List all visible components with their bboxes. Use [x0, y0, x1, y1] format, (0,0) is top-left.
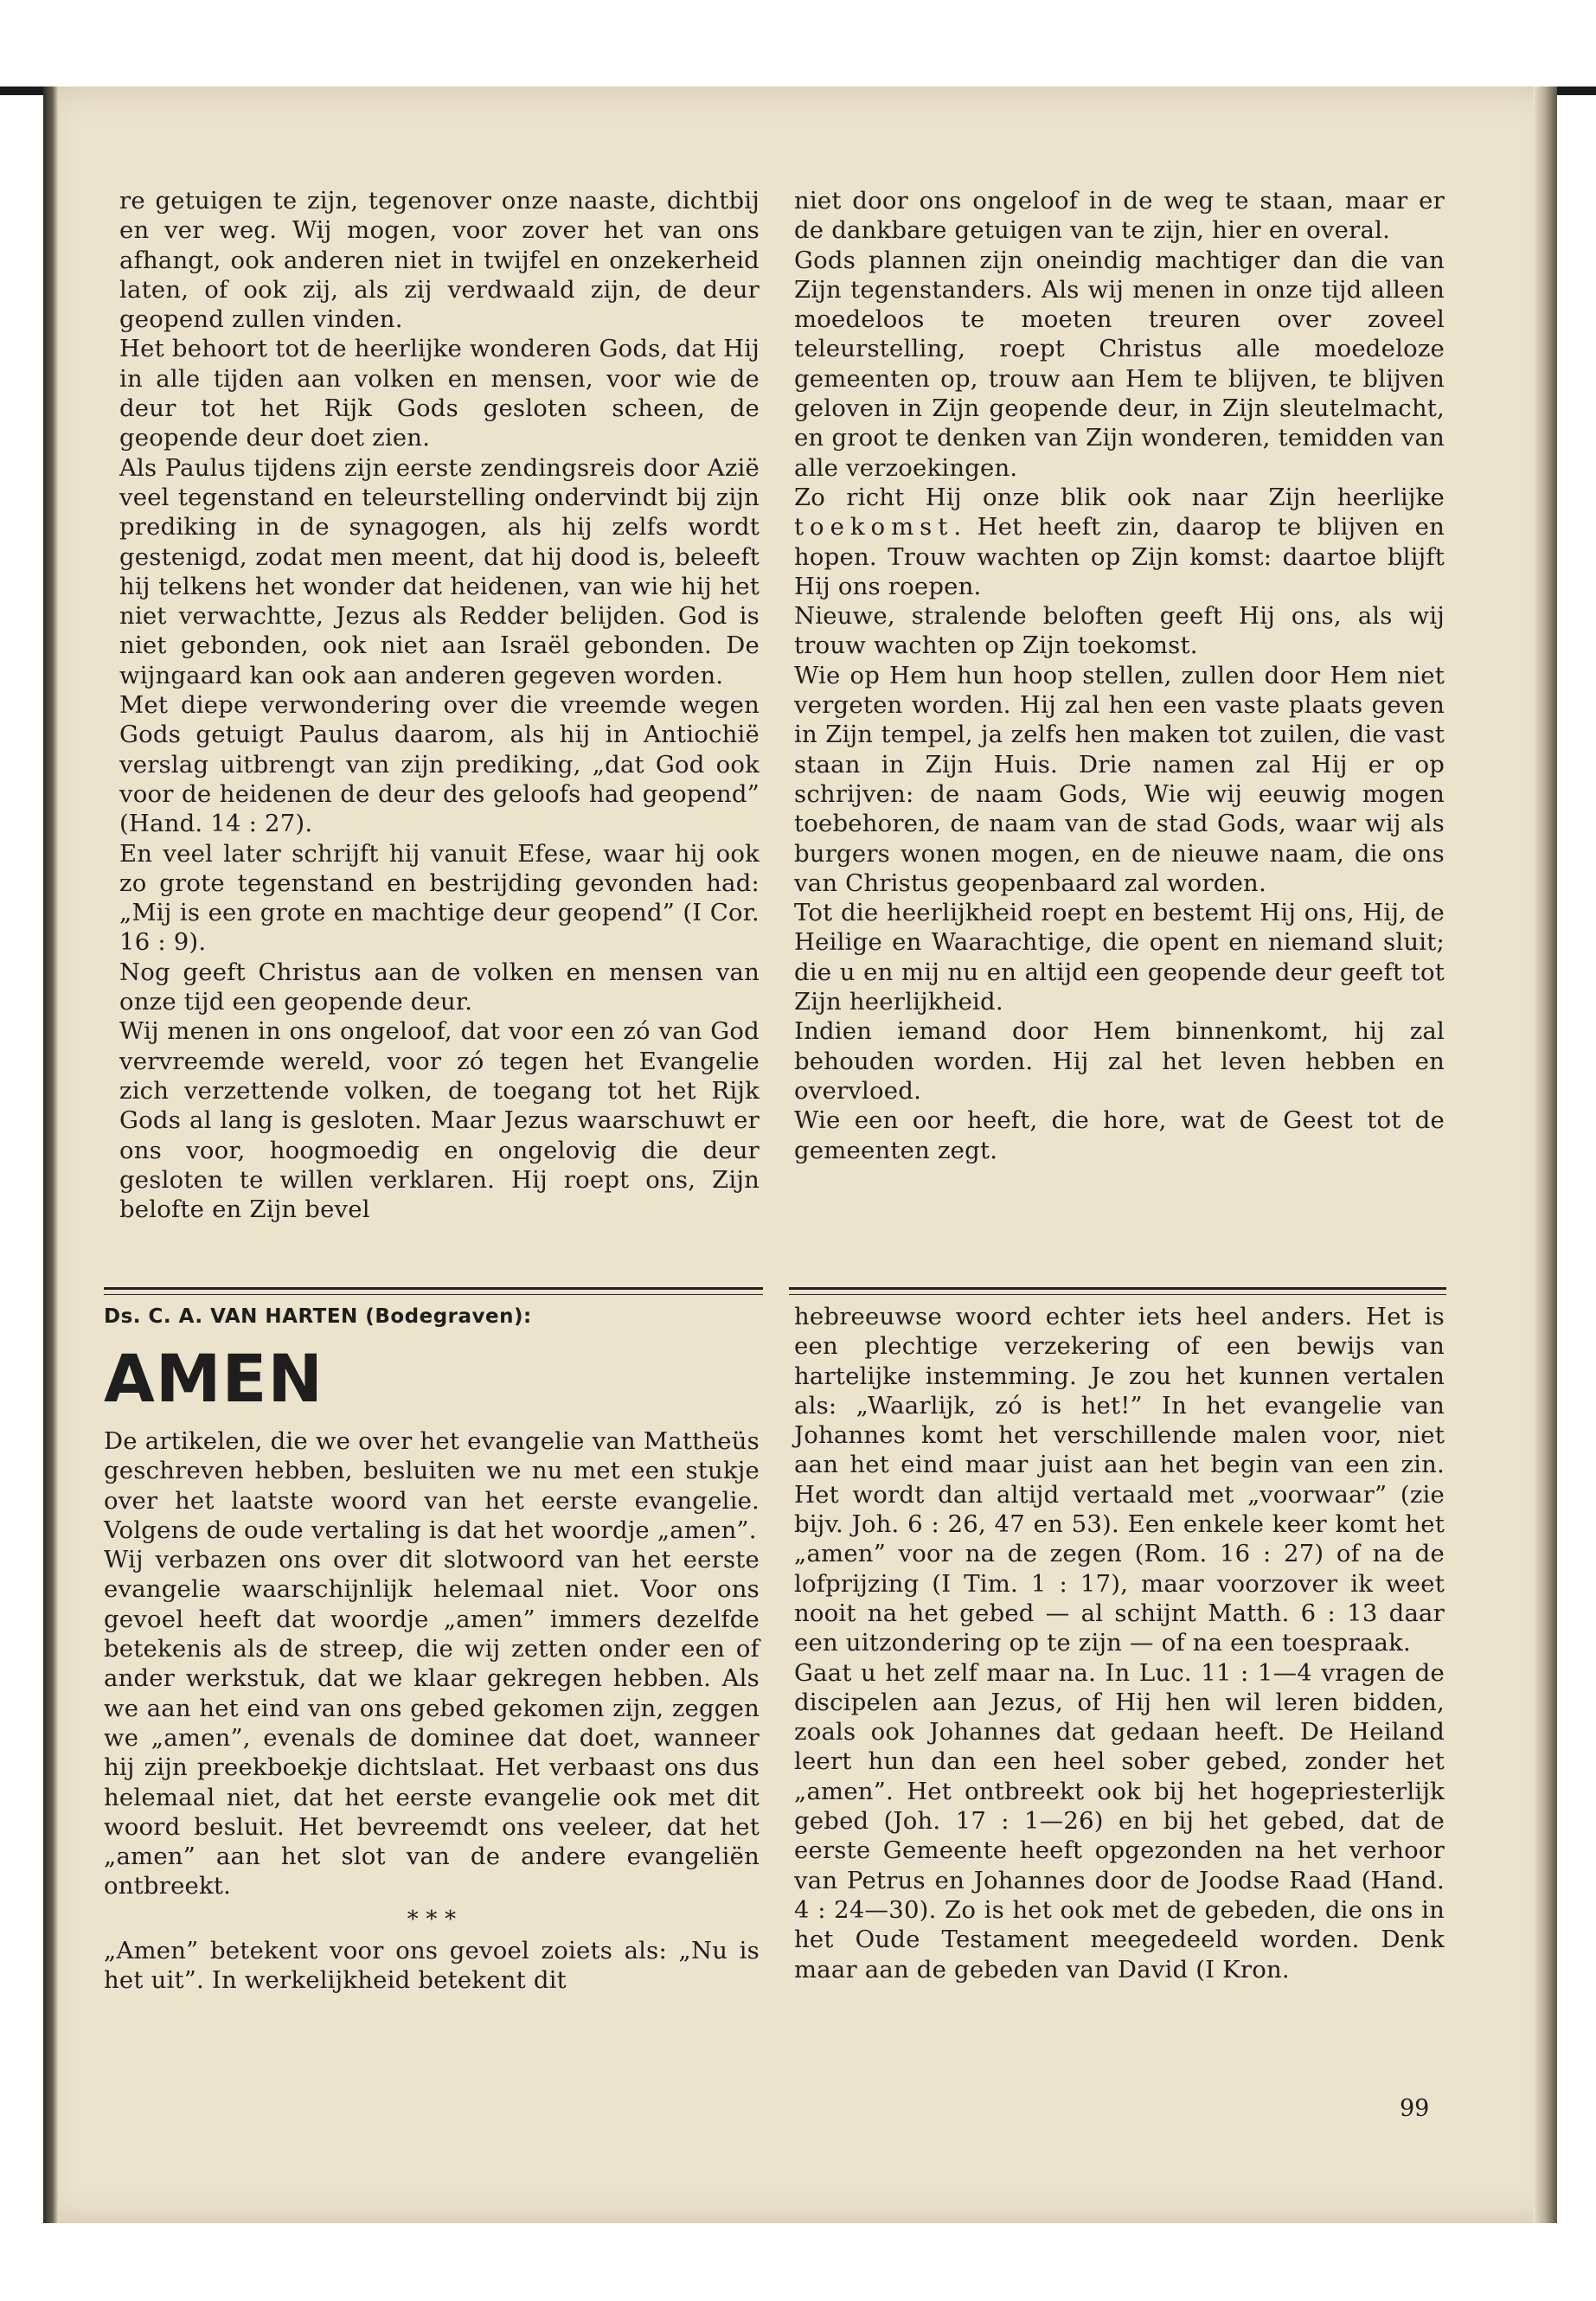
- paragraph: niet door ons ongeloof in de weg te staan, maar er de dankbare getuigen van te zijn, hier en overal.: [794, 187, 1445, 245]
- paragraph: „Amen” betekent voor ons gevoel zoiets als: „Nu is het uit”. In werkelijkheid betekent dit: [104, 1936, 760, 1995]
- section-divider-left: [104, 1287, 763, 1295]
- text-run: Zo richt Hij onze blik ook naar Zijn heerlijke: [794, 483, 1445, 511]
- paragraph: Nieuwe, stralende beloften geeft Hij ons, als wij trouw wachten op Zijn toekomst.: [794, 602, 1445, 660]
- article1-left-column: [119, 186, 760, 1224]
- section-divider-right: [789, 1287, 1446, 1295]
- article2-left-column: [104, 1302, 760, 1995]
- paragraph: Wij menen in ons ongeloof, dat voor een zó van God vervreemde wereld, voor zó tegen het Evangelie zich verzettende volken, de toegang tot het Rijk Gods al lang is gesloten. Maar Jezus waarschuwt er ons voor, hoogmoedig en ongelovig die deur gesloten te willen verklaren. Hij roept ons, Zijn belofte en Zijn bevel: [119, 1017, 760, 1224]
- binding-shadow: [43, 87, 59, 2223]
- paragraph: Tot die heerlijkheid roept en bestemt Hij ons, Hij, de Heilige en Waarachtige, die opent en niemand sluit; die u en mij nu en altijd een geopende deur geeft tot Zijn heerlijkheid.: [794, 899, 1445, 1016]
- paragraph: Gods plannen zijn oneindig machtiger dan die van Zijn tegenstanders. Als wij menen in onze tijd alleen moedeloos te moeten treuren over zoveel teleurstelling, roept Christus alle moedeloze gemeenten op, trouw aan Hem te blijven, te blijven geloven in Zijn geopende deur, in Zijn sleutelmacht, en groot te denken van Zijn wonderen, temidden van alle verzoekingen.: [794, 246, 1445, 482]
- paragraph: Wie op Hem hun hoop stellen, zullen door Hem niet vergeten worden. Hij zal hen een vaste plaats geven in Zijn tempel, ja zelfs hen maken tot zuilen, die vast staan in Zijn Huis. Drie namen zal Hij er op schrijven: de naam Gods, Wie wij eeuwig mogen toebehoren, de naam van de stad Gods, waar wij als burgers wonen mogen, en de nieuwe naam, die ons van Christus geopenbaard zal worden.: [794, 661, 1445, 897]
- paragraph: Gaat u het zelf maar na. In Luc. 11 : 1—4 vragen de discipelen aan Jezus, of Hij hen wil leren bidden, zoals ook Johannes dat gedaan heeft. De Heiland leert hun dan een heel sober gebed, zonder het „amen”. Het ontbreekt ook bij het hogepriesterlijk gebed (Joh. 17 : 1—26) en bij het gebed, dat de eerste Gemeente heeft opgezonden na het verhoor van Petrus en Johannes door de Joodse Raad (Hand. 4 : 24—30). Zo is het ook met de gebeden, die ons in het Oude Testament meegedeeld worden. Denk maar aan de gebeden van David (I Kron.: [794, 1658, 1445, 1984]
- paragraph: En veel later schrijft hij vanuit Efese, waar hij ook zo grote tegenstand en bestrijding gevonden had: „Mij is een grote en machtige deur geopend” (I Cor. 16 : 9).: [119, 839, 760, 957]
- paragraph: hebreeuwse woord echter iets heel anders. Het is een plechtige verzekering of een bewijs van hartelijke instemming. Je zou het kunnen vertalen als: „Waarlijk, zó is het!” In het evangelie van Johannes komt het verschillende malen voor, niet aan het eind maar juist aan het begin van een zin. Het wordt dan altijd vertaald met „voorwaar” (zie bijv. Joh. 6 : 26, 47 en 53). Een enkele keer komt het „amen” voor na de zegen (Rom. 16 : 27) of na de lofprijzing (I Tim. 1 : 17), maar voorzover ik weet nooit na het gebed — al schijnt Matth. 6 : 13 daar een uitzondering op te zijn — of na een toespraak.: [794, 1303, 1445, 1657]
- article-title: AMEN: [104, 1340, 324, 1417]
- paragraph: Met diepe verwondering over die vreemde wegen Gods getuigt Paulus daarom, als hij in Antiochië verslag uitbrengt van zijn prediking, „dat God ook voor de heidenen de deur des geloofs had geopend” (Hand. 14 : 27).: [119, 691, 760, 838]
- author-byline: Ds. C. A. VAN HARTEN (Bodegraven):: [104, 1305, 532, 1328]
- article2-right-column: [794, 1302, 1445, 1984]
- paragraph: Nog geeft Christus aan de volken en mensen van onze tijd een geopende deur.: [119, 958, 760, 1016]
- paragraph: re getuigen te zijn, tegenover onze naaste, dichtbij en ver weg. Wij mogen, voor zover het van ons afhangt, ook anderen niet in twijfel en onzekerheid laten, of ook zij, als zij verdwaald zijn, de deur geopend zullen vinden.: [119, 187, 760, 334]
- paragraph: Wij verbazen ons over dit slotwoord van het eerste evangelie waarschijnlijk helemaal niet. Voor ons gevoel heeft dat woordje „amen” immers dezelfde betekenis als de streep, die wij zetten onder een of ander werkstuk, dat we klaar gekregen hebben. Als we aan het eind van ons gebed gekomen zijn, zeggen we „amen”, evenals de dominee dat doet, wanneer hij zijn preekboekje dichtslaat. Het verbaast ons dus helemaal niet, dat het eerste evangelie ook met dit woord besluit. Het bevreemdt ons veeleer, dat het „amen” aan het slot van de andere evangeliën ontbreekt.: [104, 1546, 760, 1900]
- paragraph: Indien iemand door Hem binnenkomt, hij zal behouden worden. Hij zal het leven hebben en overvloed.: [794, 1017, 1445, 1105]
- section-separator: * * *: [407, 1906, 457, 1932]
- paragraph: De artikelen, die we over het evangelie van Mattheüs geschreven hebben, besluiten we nu met een stukje over het laatste woord van het eerste evangelie. Volgens de oude vertaling is dat het woordje „amen”.: [104, 1427, 760, 1544]
- page-edge-shadow: [1533, 87, 1557, 2223]
- page-number: 99: [1400, 2095, 1430, 2122]
- paragraph: Als Paulus tijdens zijn eerste zendingsreis door Azië veel tegenstand en teleurstelling ondervindt bij zijn prediking in de synagogen, als hij zelfs wordt gestenigd, zodat men meent, dat hij dood is, beleeft hij telkens het wonder dat heidenen, van wie hij het niet verwachtte, Jezus als Redder belijden. God is niet gebonden, ook niet aan Israël gebonden. De wijngaard kan ook aan anderen gegeven worden.: [119, 453, 760, 689]
- article1-right-column: [794, 186, 1445, 1165]
- paragraph: [794, 483, 1445, 601]
- paragraph: Het behoort tot de heerlijke wonderen Gods, dat Hij in alle tijden aan volken en mensen, voor wie de deur tot het Rijk Gods gesloten scheen, de geopende deur doet zien.: [119, 335, 760, 452]
- spaced-emphasis: toekomst: [794, 513, 954, 542]
- text-run: . Het heeft zin, daarop te blijven en hopen. Trouw wachten op Zijn komst: daartoe blijft Hij ons roepen.: [794, 513, 1445, 600]
- paragraph: Wie een oor heeft, die hore, wat de Geest tot de gemeenten zegt.: [794, 1106, 1445, 1164]
